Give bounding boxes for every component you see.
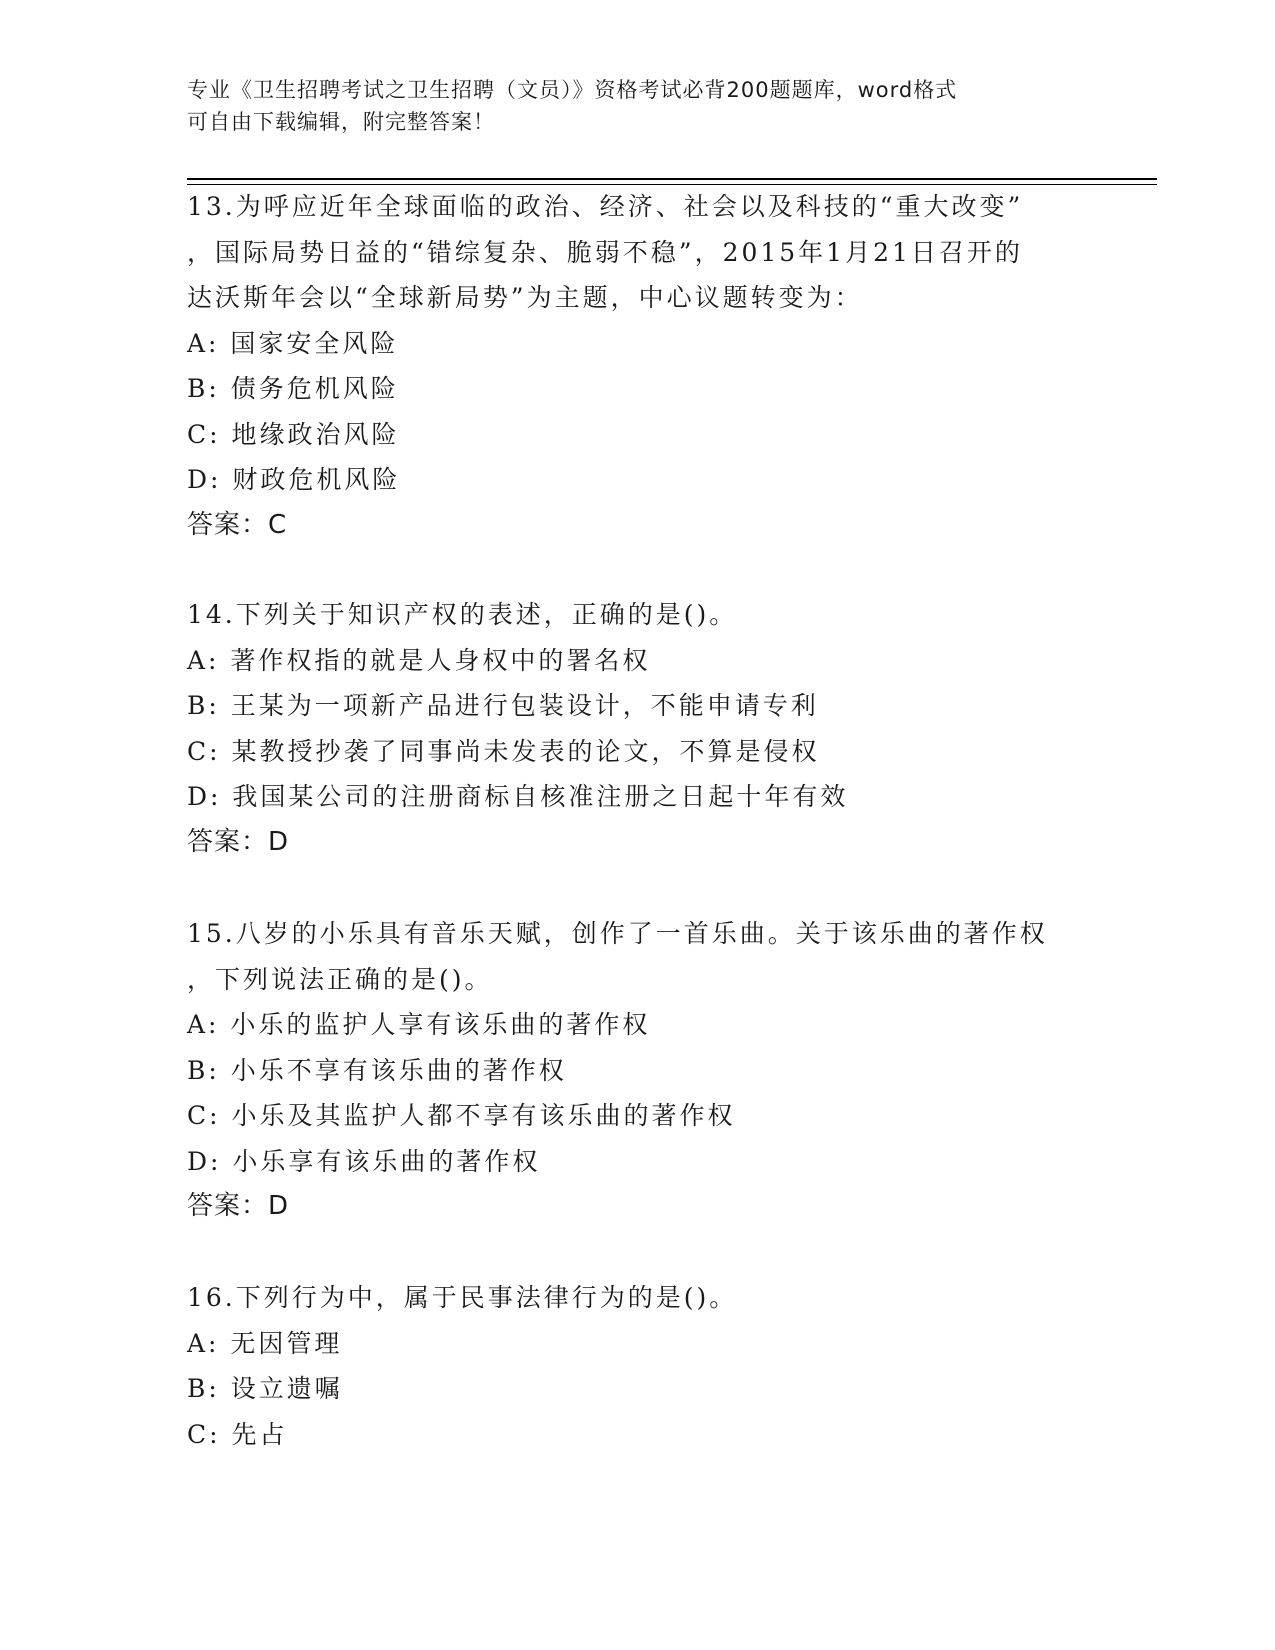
answer: 答案：D (187, 826, 290, 857)
question-stem-line: ，国际局势日益的“错综复杂、脆弱不稳”，2015年1月21日召开的 (187, 237, 1023, 267)
question-stem-line: 13.为呼应近年全球面临的政治、经济、社会以及科技的“重大改变” (187, 192, 1024, 221)
header-line-1: 专业《卫生招聘考试之卫生招聘（文员）》资格考试必背200题题库，word格式 (187, 78, 958, 102)
option-b: B: 王某为一项新产品进行包装设计，不能申请专利 (187, 691, 819, 720)
option-c: C: 小乐及其监护人都不享有该乐曲的著作权 (187, 1101, 736, 1130)
question-stem-line: 达沃斯年会以“全球新局势”为主题，中心议题转变为： (187, 283, 863, 312)
option-b: B: 小乐不享有该乐曲的著作权 (187, 1055, 567, 1085)
option-a: A: 著作权指的就是人身权中的署名权 (187, 645, 651, 675)
option-a: A: 无因管理 (187, 1328, 343, 1358)
option-a: A: 国家安全风险 (187, 328, 399, 358)
answer: 答案：C (187, 509, 288, 540)
header-line-2: 可自由下载编辑，附完整答案！ (187, 110, 495, 134)
option-d: D: 财政危机风险 (187, 465, 401, 494)
header-divider-thick (187, 178, 1157, 180)
option-a: A: 小乐的监护人享有该乐曲的著作权 (187, 1010, 651, 1039)
document-header (187, 74, 1087, 138)
question-13 (187, 184, 1087, 548)
option-b: B: 债务危机风险 (187, 374, 399, 403)
option-d: D: 我国某公司的注册商标自核准注册之日起十年有效 (187, 782, 849, 811)
question-16 (187, 1275, 1087, 1457)
question-stem-line: 16.下列行为中，属于民事法律行为的是()。 (187, 1283, 738, 1312)
option-c: C: 某教授抄袭了同事尚未发表的论文，不算是侵权 (187, 736, 820, 766)
answer: 答案：D (187, 1191, 290, 1221)
question-15 (187, 911, 1087, 1230)
question-stem-line: 14.下列关于知识产权的表述，正确的是()。 (187, 600, 738, 629)
option-c: C: 先占 (187, 1419, 288, 1449)
option-c: C: 地缘政治风险 (187, 419, 400, 449)
question-14 (187, 592, 1087, 865)
option-b: B: 设立遗嘱 (187, 1374, 343, 1403)
question-stem-line: 15.八岁的小乐具有音乐天赋，创作了一首乐曲。关于该乐曲的著作权 (187, 919, 1048, 948)
option-d: D: 小乐享有该乐曲的著作权 (187, 1146, 541, 1176)
question-stem-line: ，下列说法正确的是()。 (187, 964, 493, 994)
